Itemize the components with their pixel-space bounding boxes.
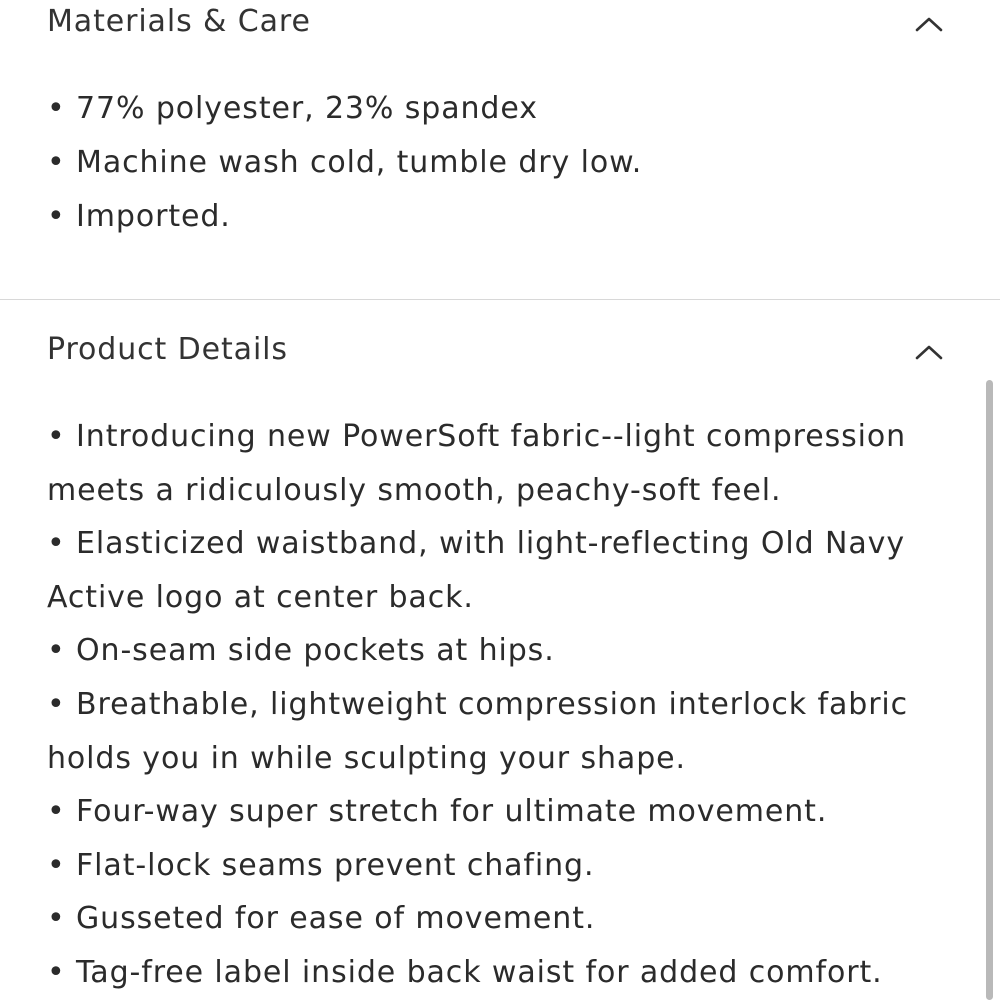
list-item: • Four-way super stretch for ultimate movement. [47, 794, 828, 830]
materials-care-title: Materials & Care [47, 4, 311, 39]
product-details-title: Product Details [47, 332, 288, 367]
list-item: • Machine wash cold, tumble dry low. [47, 145, 643, 180]
product-details-header[interactable] [0, 322, 1000, 382]
list-item: • Flat-lock seams prevent chafing. [47, 847, 595, 883]
list-item: • Elasticized waistband, with light-reflecting Old Navy Active logo at center back. [47, 526, 905, 615]
list-item: • Tag-free label inside back waist for added comfort. [47, 954, 883, 990]
list-item: • On-seam side pockets at hips. [47, 633, 555, 669]
list-item: • Gusseted for ease of movement. [47, 901, 596, 937]
product-details-list [47, 410, 967, 1000]
chevron-up-icon[interactable] [914, 342, 944, 362]
list-item: • 77% polyester, 23% spandex [47, 91, 538, 126]
scrollbar-thumb[interactable] [986, 380, 993, 1000]
list-item: • Introducing new PowerSoft fabric--light compression meets a ridiculously smooth, peachy-soft feel. [47, 419, 907, 508]
list-item: • Breathable, lightweight compression interlock fabric holds you in while sculpting your shape. [47, 686, 909, 776]
list-item: • Imported. [47, 199, 231, 234]
